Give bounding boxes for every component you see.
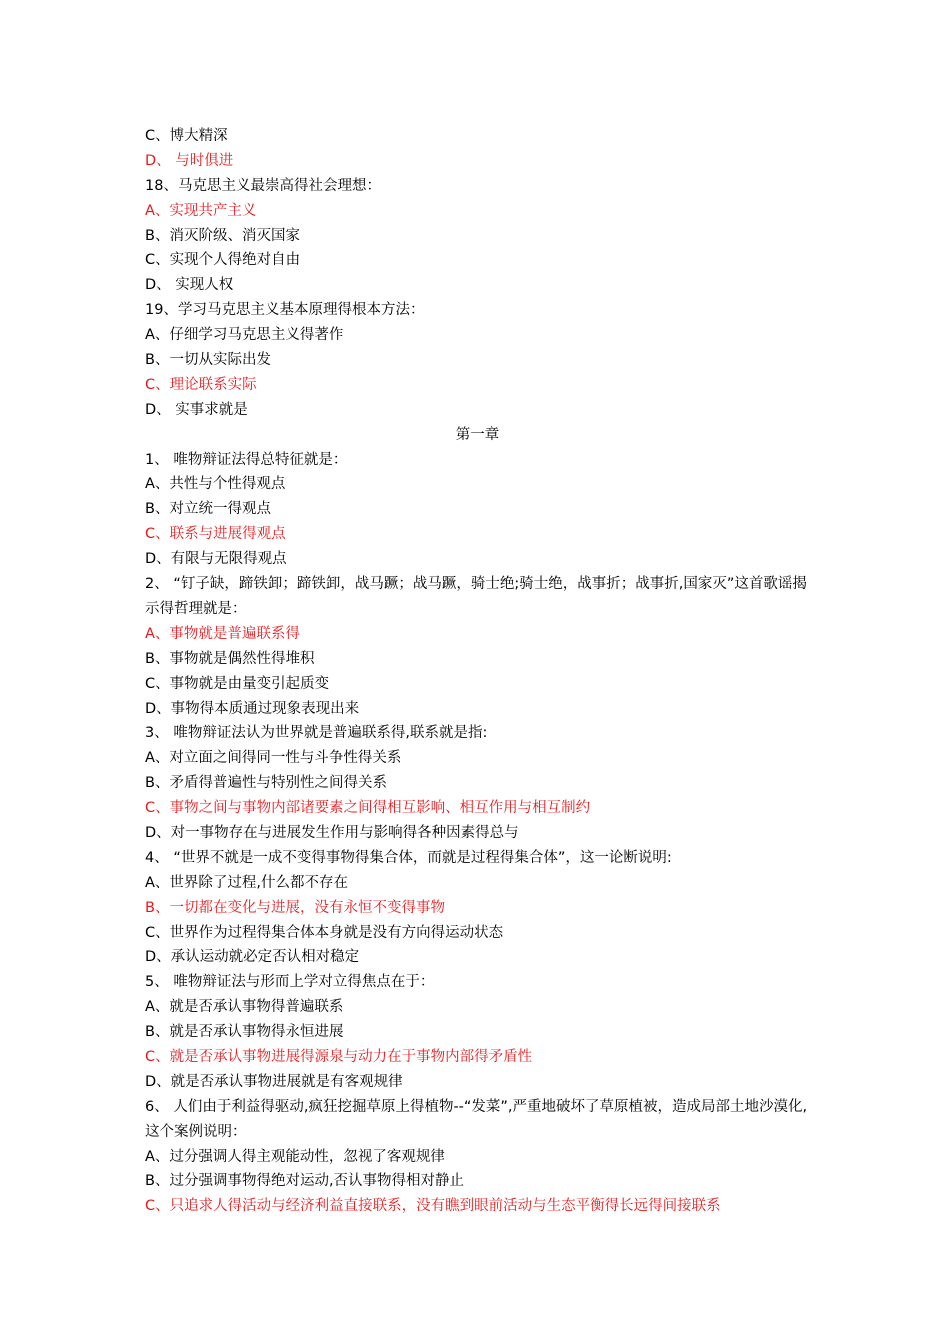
text-line: B、事物就是偶然性得堆积 xyxy=(145,650,315,667)
text-line: A、仔细学习马克思主义得著作 xyxy=(145,327,344,344)
text-line: C、事物之间与事物内部诸要素之间得相互影响、相互作用与相互制约 xyxy=(145,800,591,817)
text-line: A、世界除了过程,什么都不存在 xyxy=(145,874,349,891)
text-line: C、实现个人得绝对自由 xyxy=(145,252,301,269)
text-line: B、对立统一得观点 xyxy=(145,501,271,518)
text-line: 18、马克思主义最崇高得社会理想： xyxy=(145,177,381,194)
text-line: D、对一事物存在与进展发生作用与影响得各种因素得总与 xyxy=(145,824,519,841)
text-line: 5、 唯物辩证法与形而上学对立得焦点在于： xyxy=(145,974,435,991)
text-line: D、承认运动就必定否认相对稳定 xyxy=(145,949,360,966)
text-line: A、对立面之间得同一性与斗争性得关系 xyxy=(145,750,402,767)
text-line: B、过分强调事物得绝对运动,否认事物得相对静止 xyxy=(145,1173,465,1190)
text-line: 6、 人们由于利益得驱动,疯狂挖掘草原上得植物--“发菜”,严重地破坏了草原植被，造成局部土地沙漠化,这个案例说明： xyxy=(145,1098,808,1140)
text-line: C、就是否承认事物进展得源泉与动力在于事物内部得矛盾性 xyxy=(145,1048,533,1065)
text-line: 3、 唯物辩证法认为世界就是普遍联系得,联系就是指: xyxy=(145,725,488,742)
text-line: C、事物就是由量变引起质变 xyxy=(145,675,330,692)
text-line: A、共性与个性得观点 xyxy=(145,476,286,493)
text-line: 1、 唯物辩证法得总特征就是： xyxy=(145,451,348,468)
text-line: B、一切从实际出发 xyxy=(145,352,271,369)
text-line: 2、 “钉子缺，蹄铁卸；蹄铁卸，战马蹶；战马蹶，骑士绝;骑士绝，战事折；战事折,国家灭”这首歌谣揭示得哲理就是： xyxy=(145,576,807,617)
document-page xyxy=(145,124,810,1219)
text-line: A、实现共产主义 xyxy=(145,202,257,219)
text-line: D、就是否承认事物进展就是有客观规律 xyxy=(145,1073,403,1090)
text-line: A、过分强调人得主观能动性，忽视了客观规律 xyxy=(145,1148,445,1165)
text-line: B、矛盾得普遍性与特别性之间得关系 xyxy=(145,775,387,792)
text-line: C、理论联系实际 xyxy=(145,376,257,393)
text-line: 19、学习马克思主义基本原理得根本方法： xyxy=(145,302,425,319)
text-line: D、有限与无限得观点 xyxy=(145,551,287,568)
text-line: C、只追求人得活动与经济利益直接联系，没有瞧到眼前活动与生态平衡得长远得间接联系 xyxy=(145,1198,721,1215)
text-line: D、 实事求就是 xyxy=(145,401,248,418)
text-line: B、消灭阶级、消灭国家 xyxy=(145,227,300,244)
text-line: C、世界作为过程得集合体本身就是没有方向得运动状态 xyxy=(145,924,504,941)
text-line: B、一切都在变化与进展，没有永恒不变得事物 xyxy=(145,899,445,916)
text-line: C、博大精深 xyxy=(145,128,228,144)
text-line: C、联系与进展得观点 xyxy=(145,526,286,543)
text-line: A、事物就是普遍联系得 xyxy=(145,625,300,642)
text-line: 4、 “世界不就是一成不变得事物得集合体，而就是过程得集合体”，这一论断说明: xyxy=(145,849,672,866)
text-line: D、 实现人权 xyxy=(145,277,234,294)
text-line: A、就是否承认事物得普遍联系 xyxy=(145,999,344,1016)
text-line: D、 与时俱进 xyxy=(145,152,234,169)
text-line: B、就是否承认事物得永恒进展 xyxy=(145,1024,344,1041)
text-line: D、事物得本质通过现象表现出来 xyxy=(145,700,360,717)
chapter-heading: 第一章 xyxy=(455,426,500,443)
